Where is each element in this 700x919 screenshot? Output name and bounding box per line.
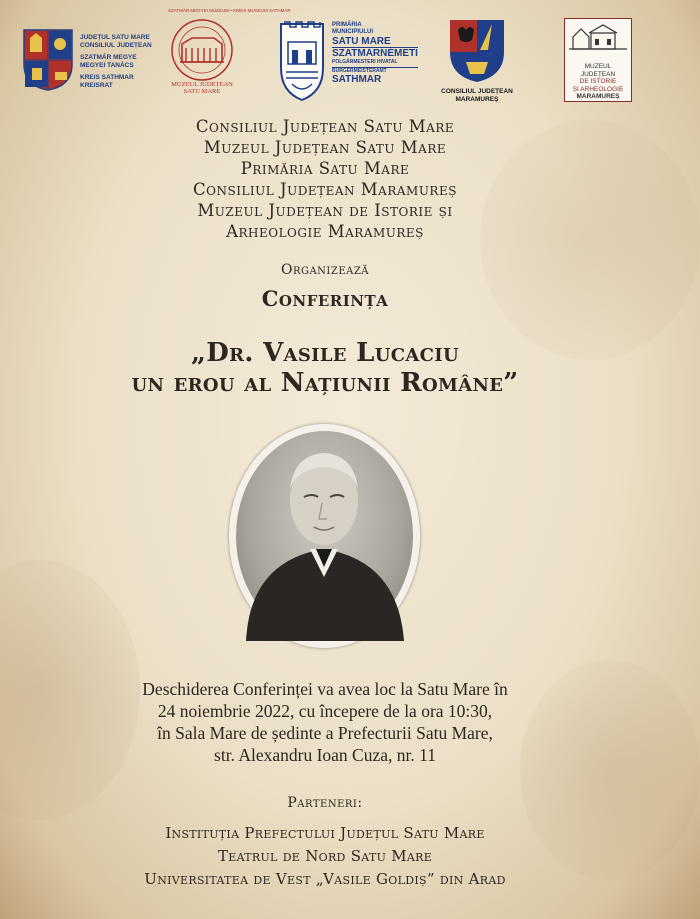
logo-text: JUDEȚUL SATU MARE — [80, 34, 150, 41]
logo-text: MUZEUL JUDEȚEAN — [171, 81, 233, 88]
logo-text: SATHMAR — [332, 74, 382, 85]
details-line: Deschiderea Conferinței va avea loc la Satu Mare în — [142, 679, 508, 699]
organizer-line: Muzeul Județean de Istorie și — [197, 201, 453, 220]
details-line: str. Alexandru Ioan Cuza, nr. 11 — [214, 745, 436, 765]
partners-label: Parteneri: — [287, 795, 363, 811]
organizeaza-label: Organizează — [280, 262, 370, 278]
logo-text: CONSILIUL JUDEȚEAN — [441, 88, 513, 95]
museum-seal-ring-text: SZATMÁR MEGYEI MÚZEUM • KREIS MUSEUM SATHMAR — [168, 8, 291, 13]
logo-text: MUZEUL — [584, 63, 612, 70]
title-line: „Dr. Vasile Lucaciu — [191, 338, 459, 368]
logo-text: SZATMÁR MEGYE — [80, 54, 137, 61]
satu-mare-museum-logo — [164, 8, 291, 98]
organizer-line: Arheologie Maramureș — [226, 222, 424, 241]
maramures-county-logo — [436, 18, 518, 104]
organizers-list — [0, 116, 650, 242]
logo-text: KREISRAT — [80, 82, 113, 89]
logo-text: MARAMUREȘ — [576, 93, 620, 100]
organizer-line: Muzeul Județean Satu Mare — [203, 138, 447, 157]
maramures-museum-logo — [564, 18, 632, 102]
portrait-photo — [236, 431, 413, 641]
conference-title — [0, 338, 650, 398]
title-line: un erou al Națiunii Române” — [131, 368, 519, 398]
partner-line: Instituția Prefectului Județul Satu Mare — [165, 824, 485, 842]
partner-line: Teatrul de Nord Satu Mare — [217, 847, 433, 865]
logo-text: SZATMÁRNÉMETI — [332, 48, 418, 59]
logo-text: BÜRGERMEISTERAMT — [332, 67, 418, 74]
portrait-frame — [229, 424, 420, 648]
museum-building-icon — [565, 19, 631, 59]
logo-text: SATU MARE — [183, 88, 221, 95]
logo-strip — [20, 8, 632, 110]
satu-mare-city-hall-logo — [278, 20, 418, 106]
event-type-heading: Conferința — [261, 286, 389, 311]
logo-text: MARAMUREȘ — [455, 96, 499, 103]
organizer-line: Primăria Satu Mare — [240, 159, 410, 178]
details-line: 24 noiembrie 2022, cu începere de la ora 10:30, — [157, 701, 493, 721]
logo-text: SATU MARE — [332, 36, 391, 47]
logo-text: KREIS SATHMAR — [80, 74, 134, 81]
organizer-line: Consiliul Județean Maramureș — [193, 180, 457, 199]
partner-line: Universitatea de Vest „Vasile Goldiș” din Arad — [144, 870, 506, 888]
logo-text: MUNICIPIULUI — [332, 29, 373, 35]
logo-text: PRIMĂRIA — [332, 22, 362, 28]
event-details — [0, 678, 650, 766]
portrait-silhouette-icon — [236, 431, 413, 641]
organizer-line: Consiliul Județean Satu Mare — [195, 117, 455, 136]
logo-text: DE ISTORIE — [579, 78, 617, 85]
satu-mare-coat-of-arms-icon — [22, 28, 74, 92]
details-line: în Sala Mare de ședinte a Prefecturii Satu Mare, — [157, 723, 493, 743]
logo-text: CONSILIUL JUDEȚEAN — [80, 42, 152, 49]
maramures-coat-of-arms-icon — [436, 18, 518, 84]
logo-text: POLGÁRMESTERI HIVATAL — [332, 59, 398, 65]
partners-list — [0, 822, 650, 891]
satu-mare-county-logo — [22, 28, 152, 96]
museum-seal-icon — [164, 18, 240, 82]
city-coat-of-arms-icon — [278, 20, 326, 102]
logo-text: JUDEȚEAN — [580, 70, 616, 78]
logo-text: MEGYEI TANÁCS — [80, 62, 134, 69]
logo-text: ȘI ARHEOLOGIE — [572, 85, 624, 93]
